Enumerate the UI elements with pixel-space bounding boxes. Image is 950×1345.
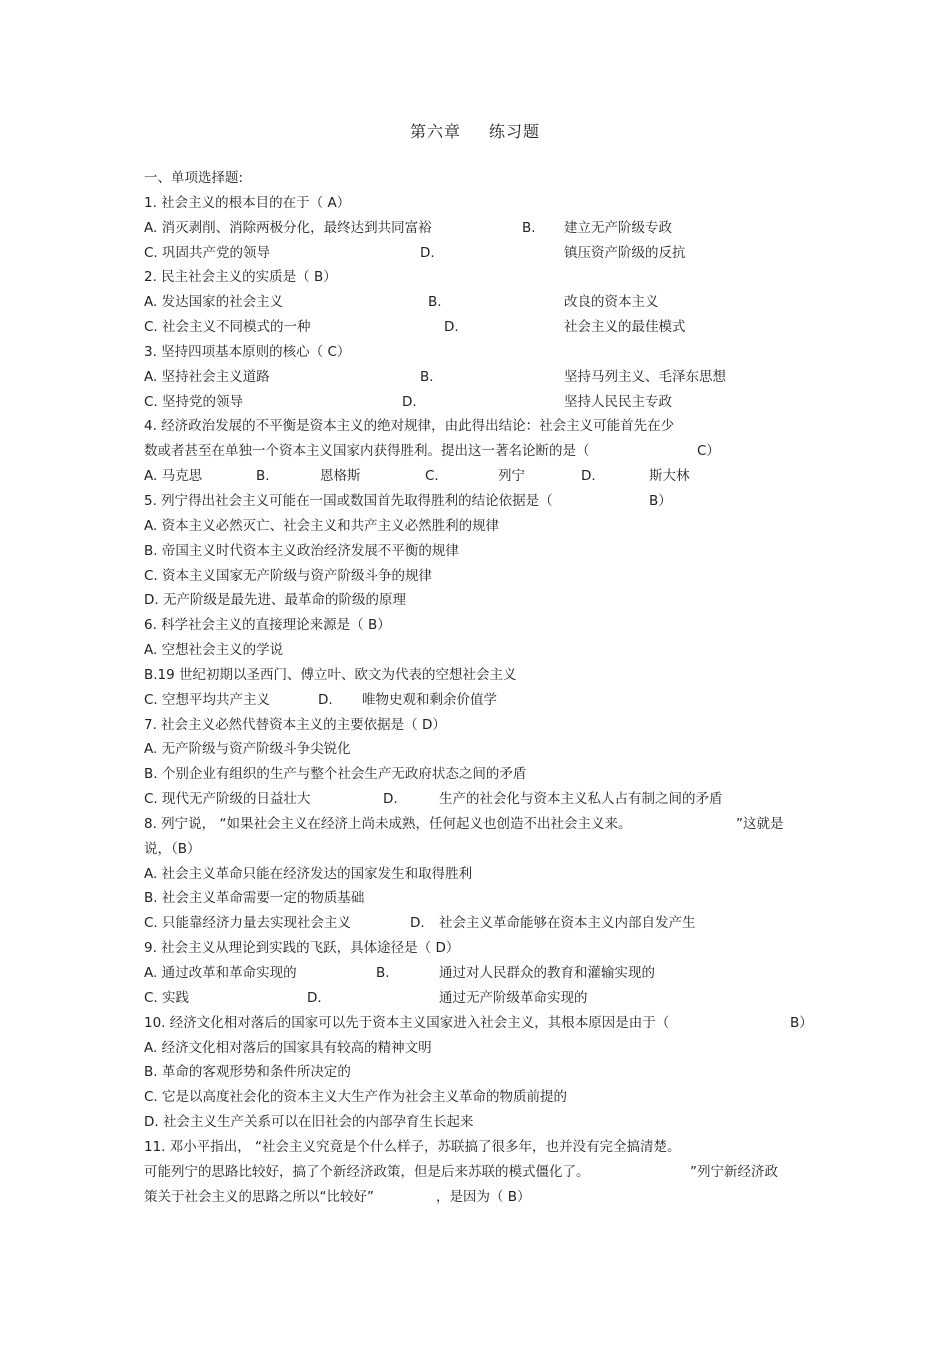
option-letter: B.: [256, 468, 270, 485]
option-text: 通过无产阶级革命实现的: [439, 989, 588, 1006]
question-line: [144, 489, 824, 514]
question-text: ”这就是: [736, 815, 784, 832]
question-line: 11. 邓小平指出， “社会主义究竟是个什么样子，苏联搞了很多年，也并没有完全搞清楚。: [144, 1138, 681, 1155]
question-text: 可能列宁的思路比较好，搞了个新经济政策，但是后来苏联的模式僵化了。: [144, 1163, 590, 1180]
answer-mark: B）: [649, 492, 672, 509]
option-line: A. 社会主义革命只能在经济发达的国家发生和取得胜利: [144, 865, 473, 882]
option-letter: D.: [581, 468, 596, 485]
option-line: [144, 688, 824, 713]
option-line: A. 经济文化相对落后的国家具有较高的精神文明: [144, 1039, 432, 1056]
option-text: C. 巩固共产党的领导: [144, 244, 271, 261]
option-text: C. 坚持党的领导: [144, 393, 244, 410]
option-letter: D.: [307, 989, 322, 1006]
option-letter: D.: [444, 319, 459, 336]
option-line: [144, 986, 824, 1011]
question-text: 数或者甚至在单独一个资本主义国家内获得胜利。提出这一著名论断的是（: [144, 443, 590, 460]
question-line: [144, 439, 824, 464]
option-letter: B.: [376, 965, 390, 981]
option-text: 通过对人民群众的教育和灌输实现的: [439, 965, 655, 981]
option-text: C. 现代无产阶级的日益壮大: [144, 791, 311, 808]
section-heading: 一、单项选择题:: [144, 170, 244, 186]
option-text: A. 发达国家的社会主义: [144, 294, 284, 311]
question-line: [144, 1185, 824, 1210]
option-line: B. 社会主义革命需要一定的物质基础: [144, 890, 365, 907]
option-line: B. 帝国主义时代资本主义政治经济发展不平衡的规律: [144, 542, 459, 559]
option-text: C. 实践: [144, 989, 190, 1006]
exercise-label: 练习题: [489, 122, 541, 141]
option-text: A. 马克思: [144, 468, 203, 485]
question-text: 10. 经济文化相对落后的国家可以先于资本主义国家进入社会主义，其根本原因是由于（: [144, 1014, 670, 1031]
question-line: 1. 社会主义的根本目的在于（ A）: [144, 194, 351, 211]
option-text: C. 社会主义不同模式的一种: [144, 319, 311, 336]
question-line: 9. 社会主义从理论到实践的飞跃，具体途径是（ D）: [144, 940, 460, 957]
option-text: 改良的资本主义: [564, 294, 659, 311]
option-text: C. 只能靠经济力量去实现社会主义: [144, 915, 352, 932]
option-line: A. 资本主义必然灭亡、社会主义和共产主义必然胜利的规律: [144, 517, 500, 534]
answer-mark: C）: [697, 443, 720, 460]
option-text: 社会主义革命能够在资本主义内部自发产生: [439, 915, 696, 932]
option-text: 列宁: [498, 468, 525, 485]
option-letter: B.: [428, 294, 442, 311]
option-text: 建立无产阶级专政: [564, 219, 672, 236]
option-line: [144, 365, 824, 390]
question-text: ”列宁新经济政: [690, 1163, 778, 1180]
option-line: [144, 787, 824, 812]
option-letter: B.: [420, 368, 434, 385]
option-text: 坚持人民民主专政: [564, 393, 672, 410]
option-text: 坚持马列主义、毛泽东思想: [564, 368, 726, 385]
option-letter: D.: [318, 691, 333, 708]
option-text: 生产的社会化与资本主义私人占有制之间的矛盾: [439, 791, 723, 808]
option-text: 斯大林: [649, 468, 690, 485]
question-line: [144, 812, 824, 837]
option-line: [144, 390, 824, 415]
option-line: A. 空想社会主义的学说: [144, 642, 284, 659]
option-line: C. 它是以高度社会化的资本主义大生产作为社会主义革命的物质前提的: [144, 1089, 568, 1106]
question-line: [144, 1160, 824, 1185]
question-text: 策关于社会主义的思路之所以“比较好”: [144, 1188, 374, 1205]
option-line: B. 革命的客观形势和条件所决定的: [144, 1064, 351, 1081]
option-text: 唯物史观和剩余价值学: [362, 691, 497, 708]
question-line: 7. 社会主义必然代替资本主义的主要依据是（ D）: [144, 716, 446, 733]
option-line: [144, 464, 824, 489]
option-line: A. 无产阶级与资产阶级斗争尖锐化: [144, 741, 351, 758]
chapter-label: 第六章: [409, 122, 461, 141]
option-line: [144, 911, 824, 936]
question-line: 4. 经济政治发展的不平衡是资本主义的绝对规律，由此得出结论：社会主义可能首先在少: [144, 418, 675, 435]
option-line: [144, 315, 824, 340]
option-line: [144, 241, 824, 266]
option-line: D. 无产阶级是最先进、最革命的阶级的原理: [144, 592, 406, 609]
option-line: [144, 961, 824, 986]
question-line: 3. 坚持四项基本原则的核心（ C）: [144, 343, 351, 360]
option-text: 镇压资产阶级的反抗: [564, 244, 686, 261]
option-letter: B.: [522, 219, 536, 236]
option-line: C. 资本主义国家无产阶级与资产阶级斗争的规律: [144, 567, 433, 584]
option-line: [144, 290, 824, 315]
option-line: D. 社会主义生产关系可以在旧社会的内部孕育生长起来: [144, 1114, 474, 1131]
option-letter: D.: [383, 791, 398, 808]
question-line: 2. 民主社会主义的实质是（ B）: [144, 269, 337, 286]
page-title: [0, 119, 950, 142]
question-line: [144, 1011, 824, 1036]
option-letter: D.: [420, 244, 435, 261]
option-line: B.19 世纪初期以圣西门、傅立叶、欧文为代表的空想社会主义: [144, 666, 517, 683]
option-line: [144, 216, 824, 241]
question-text: ，是因为（ B）: [436, 1188, 531, 1205]
question-line: 说，（B）: [144, 840, 201, 857]
option-text: 社会主义的最佳模式: [564, 319, 686, 336]
question-text: 5. 列宁得出社会主义可能在一国或数国首先取得胜利的结论依据是（: [144, 492, 553, 509]
answer-mark: B）: [790, 1014, 813, 1031]
option-letter: D.: [402, 393, 417, 410]
option-text: A. 坚持社会主义道路: [144, 368, 270, 385]
option-text: 恩格斯: [320, 468, 361, 485]
question-content: [144, 166, 824, 1209]
option-text: A. 消灭剥削、消除两极分化，最终达到共同富裕: [144, 219, 432, 236]
question-line: 6. 科学社会主义的直接理论来源是（ B）: [144, 617, 391, 634]
option-letter: C.: [425, 468, 439, 485]
option-letter: D.: [410, 915, 425, 932]
option-line: B. 个别企业有组织的生产与整个社会生产无政府状态之间的矛盾: [144, 766, 527, 783]
option-text: C. 空想平均共产主义: [144, 691, 271, 708]
question-text: 8. 列宁说， “如果社会主义在经济上尚未成熟，任何起义也创造不出社会主义来。: [144, 815, 632, 832]
option-text: A. 通过改革和革命实现的: [144, 965, 297, 981]
